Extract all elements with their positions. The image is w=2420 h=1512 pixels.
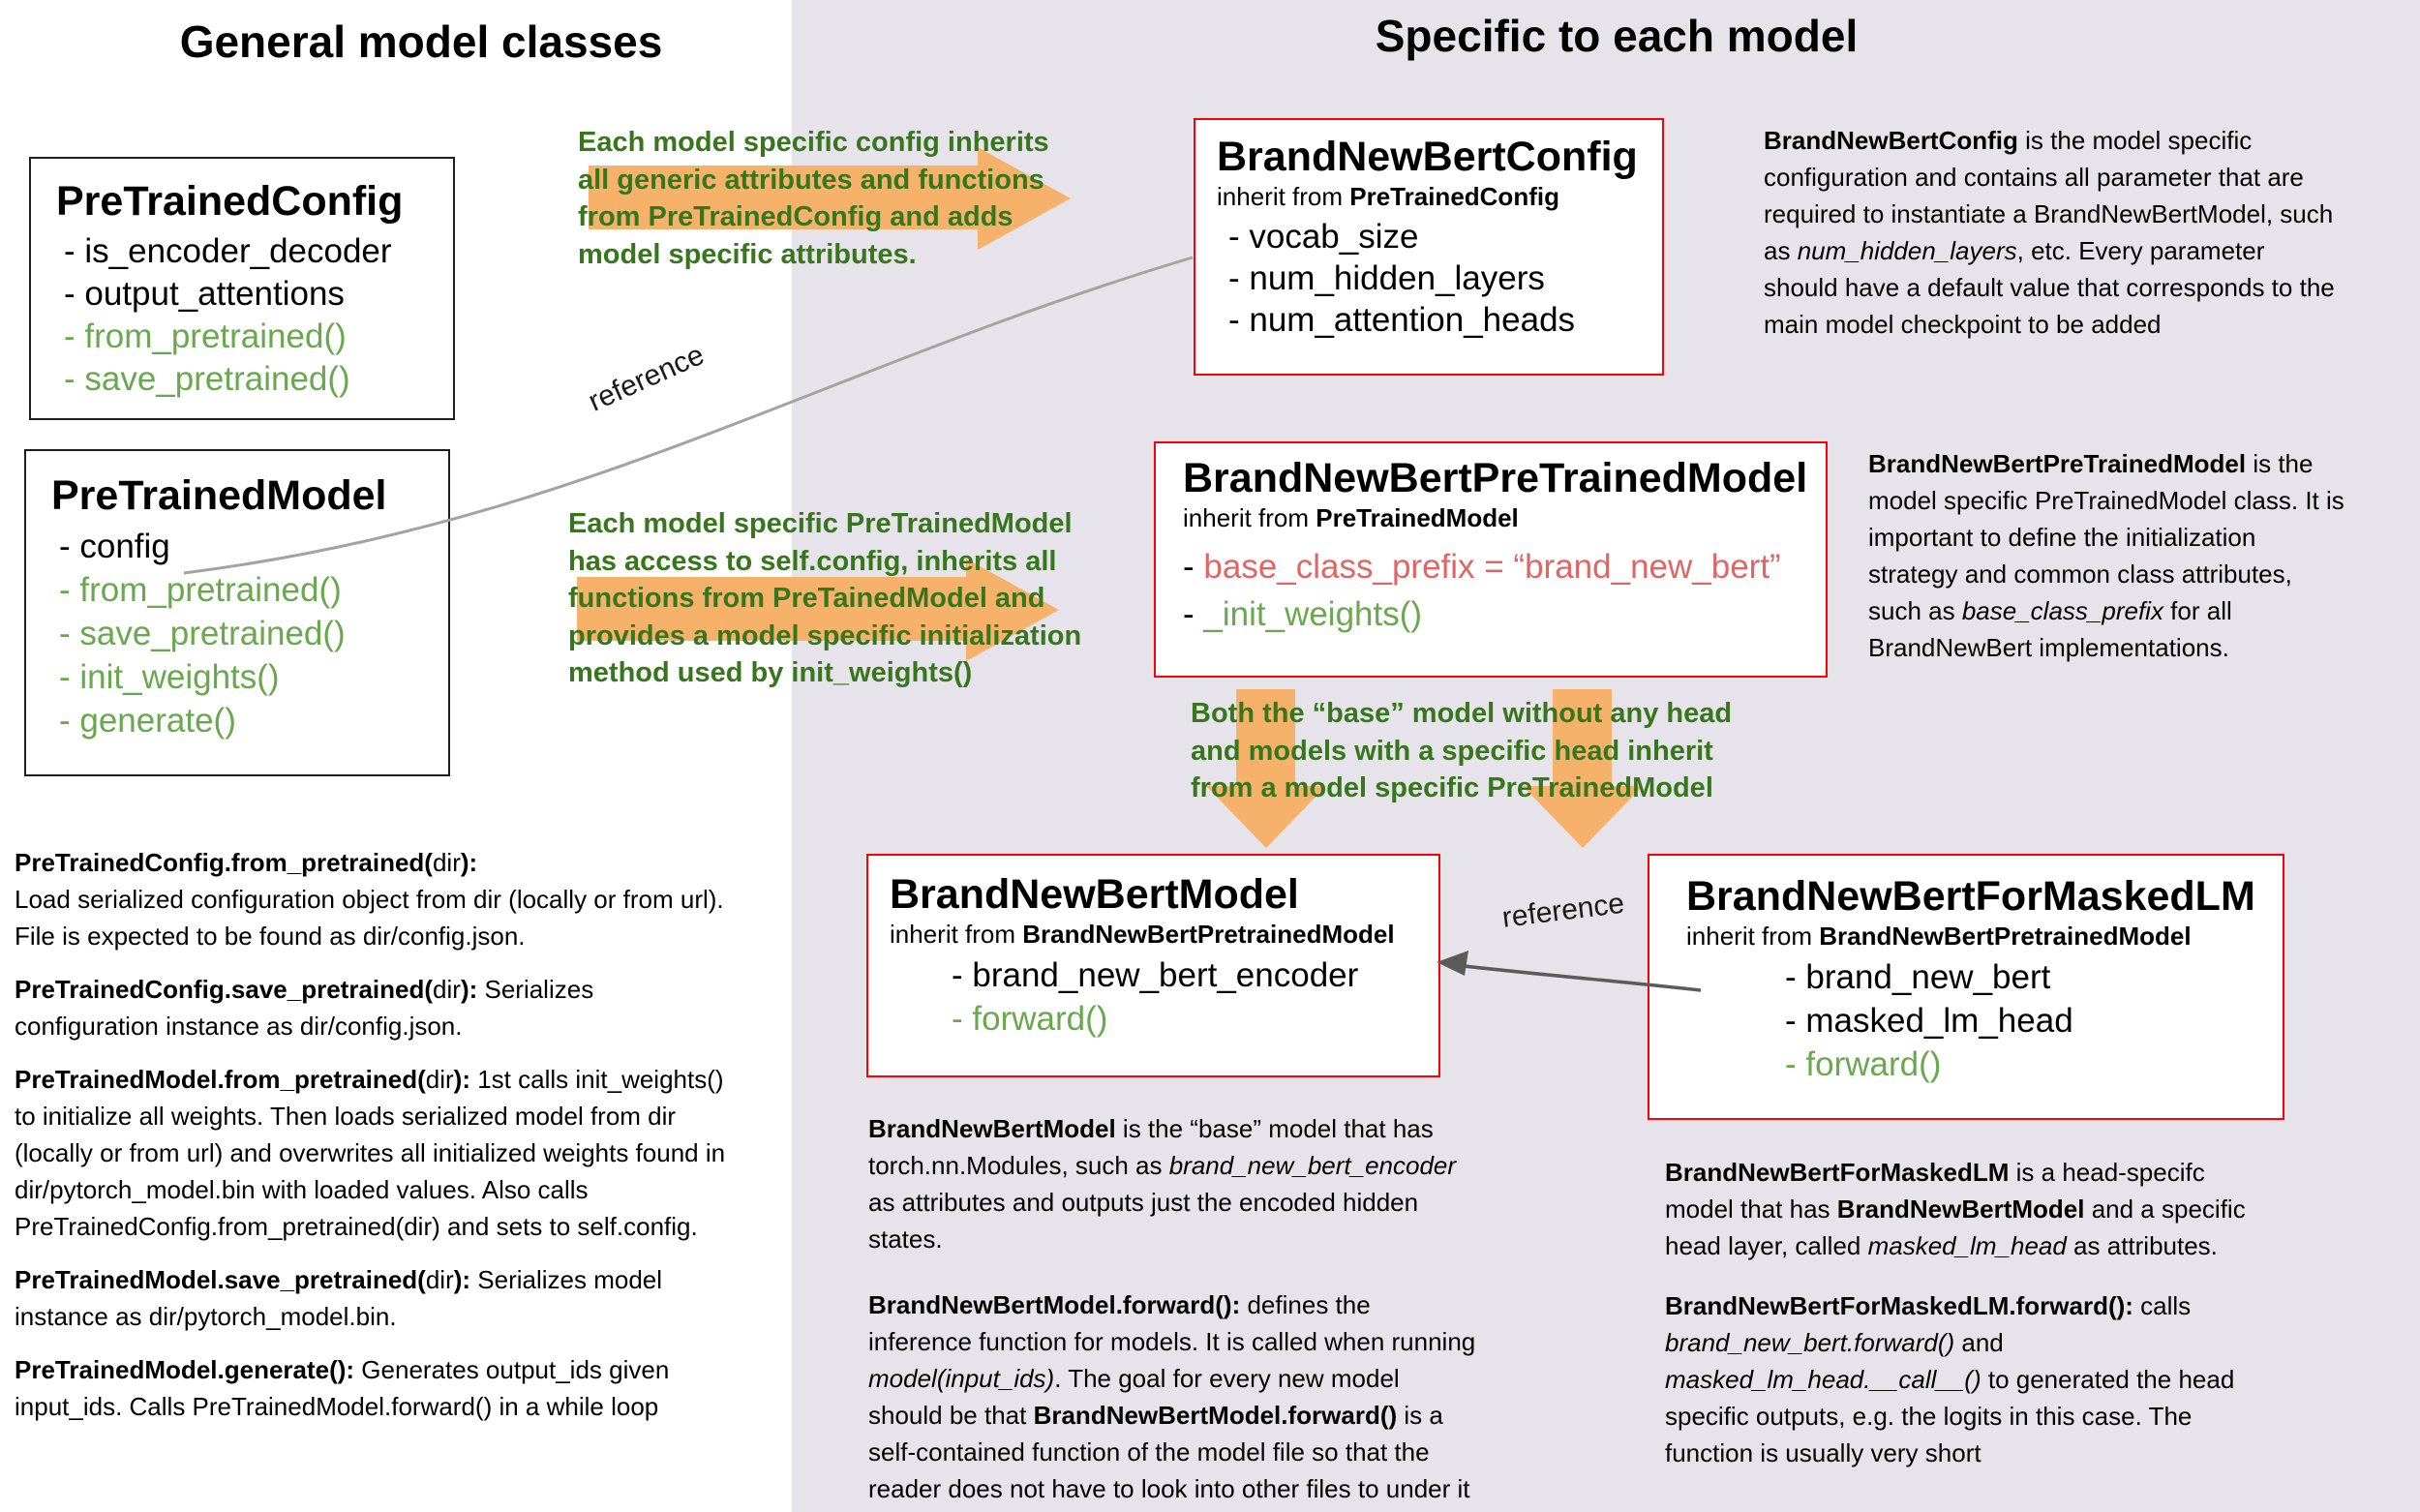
note-config-save-pretrained: PreTrainedConfig.save_pretrained(dir): Serializes configuration instance as dir/config.json. — [15, 975, 594, 1041]
annotation-head-inherit: Both the “base” model without any head and models with a specific head inherit from a model specific PreTrainedModel — [1191, 698, 1733, 803]
note-maskedlm-forward: BrandNewBertForMaskedLM.forward(): calls brand_new_bert.forward() and masked_lm_head.__call__() to generated the head specific outputs, e.g. the logits in this case. The function is usually very short — [1665, 1291, 2235, 1467]
class-member: - num_hidden_layers — [1228, 259, 1545, 298]
note-config-from-pretrained: PreTrainedConfig.from_pretrained(dir): Load serialized configuration object from dir (locally or from url). File is expected to be found as dir/config.json. — [15, 848, 724, 951]
class-member: - output_attentions — [64, 275, 345, 314]
class-title: BrandNewBertConfig — [1217, 134, 1638, 180]
class-method: - from_pretrained() — [59, 571, 342, 610]
class-box-brandnewbert-model — [866, 854, 1440, 1077]
notes-brandnewbert-model — [868, 1110, 1475, 1507]
class-title: BrandNewBertModel — [890, 871, 1299, 918]
class-box-pretrained-model — [24, 449, 450, 776]
class-method: - save_pretrained() — [59, 615, 346, 653]
class-title: BrandNewBertForMaskedLM — [1686, 873, 2255, 920]
notes-brandnewbert-maskedlm — [1665, 1154, 2246, 1471]
notes-general-methods — [15, 844, 725, 1425]
class-member: - masked_lm_head — [1785, 1002, 2073, 1041]
annotation-model-inherit: Each model specific PreTrainedModel has access to self.config, inherits all functions from PreTainedModel and provides a model specific initialization method used by init_weights() — [568, 508, 1082, 688]
note-model-from-pretrained: PreTrainedModel.from_pretrained(dir): 1st calls init_weights() to initialize all weights. Then loads serialized model from dir (locally or from url) and overwrites all initialized weights found in dir/pytorch_model.bin with loaded values. Also calls PreTrainedConfig.from_pretrained(dir) and sets to self.config. — [15, 1065, 726, 1241]
note-bnb-model: BrandNewBertModel is the “base” model that has torch.nn.Modules, such as brand_new_bert_encoder as attributes and outputs just the encoded hidden states. — [868, 1114, 1457, 1254]
class-inherit-line: inherit from BrandNewBertPretrainedModel — [890, 920, 1395, 950]
class-member: - base_class_prefix = “brand_new_bert” — [1183, 548, 1781, 587]
reference-label-bottom: reference — [1499, 887, 1626, 934]
class-member: - brand_new_bert — [1785, 958, 2051, 997]
class-box-brandnewbert-pretrained-model — [1154, 441, 1828, 678]
class-title: PreTrainedModel — [51, 472, 387, 519]
class-member: - vocab_size — [1228, 218, 1419, 257]
class-box-brandnewbert-config — [1194, 118, 1664, 376]
note-brandnewbert-config: BrandNewBertConfig is the model specific configuration and contains all parameter that are required to instantiate a BrandNewBertModel, such as num_hidden_layers, etc. Every parameter should have a default value that corresponds to the main model checkpoint to be added — [1764, 126, 2335, 339]
class-method: - save_pretrained() — [64, 360, 350, 399]
class-method: - forward() — [952, 1000, 1108, 1039]
class-inherit-line: inherit from PreTrainedModel — [1183, 503, 1519, 533]
class-title: BrandNewBertPreTrainedModel — [1183, 455, 1808, 501]
left-section-title: General model classes — [179, 16, 663, 67]
class-inherit-line: inherit from PreTrainedConfig — [1217, 182, 1559, 212]
class-member: - brand_new_bert_encoder — [952, 956, 1359, 995]
right-section-title: Specific to each model — [1375, 11, 1859, 61]
class-member: - is_encoder_decoder — [64, 232, 392, 271]
class-title: PreTrainedConfig — [56, 178, 404, 225]
class-method: - generate() — [59, 702, 236, 741]
note-model-generate: PreTrainedModel.generate(): Generates output_ids given input_ids. Calls PreTrainedModel.forward() in a while loop — [15, 1355, 670, 1421]
annotation-config-inherit: Each model specific config inherits all generic attributes and functions from PreTrainedConfig and adds model specific attributes. — [578, 127, 1049, 270]
class-inherit-line: inherit from BrandNewBertPretrainedModel — [1686, 922, 2192, 952]
note-bnb-model-forward: BrandNewBertModel.forward(): defines the inference function for models. It is called when running model(input_ids). The goal for every new model should be that BrandNewBertModel.forward() is a self-contained function of the model file so that the reader does not have to look into other files to under it — [868, 1290, 1476, 1503]
reference-label-top: reference — [584, 338, 710, 418]
class-member: - num_attention_heads — [1228, 301, 1576, 340]
note-maskedlm: BrandNewBertForMaskedLM is a head-specifc model that has BrandNewBertModel and a specific head layer, called masked_lm_head as attributes. — [1665, 1158, 2246, 1260]
class-method: - from_pretrained() — [64, 318, 347, 356]
class-method: - init_weights() — [59, 658, 280, 697]
note-model-save-pretrained: PreTrainedModel.save_pretrained(dir): Serializes model instance as dir/pytorch_model.bin. — [15, 1265, 663, 1331]
class-method: - forward() — [1785, 1045, 1942, 1084]
class-box-brandnewbert-for-maskedlm — [1648, 854, 2284, 1120]
note-brandnewbert-pretrained-model: BrandNewBertPreTrainedModel is the model specific PreTrainedModel class. It is important to define the initialization strategy and common class attributes, such as base_class_prefix for all BrandNewBert implementations. — [1868, 449, 2344, 662]
class-method: - _init_weights() — [1183, 595, 1423, 634]
class-member: - config — [59, 528, 170, 566]
class-box-pretrained-config — [29, 157, 455, 420]
